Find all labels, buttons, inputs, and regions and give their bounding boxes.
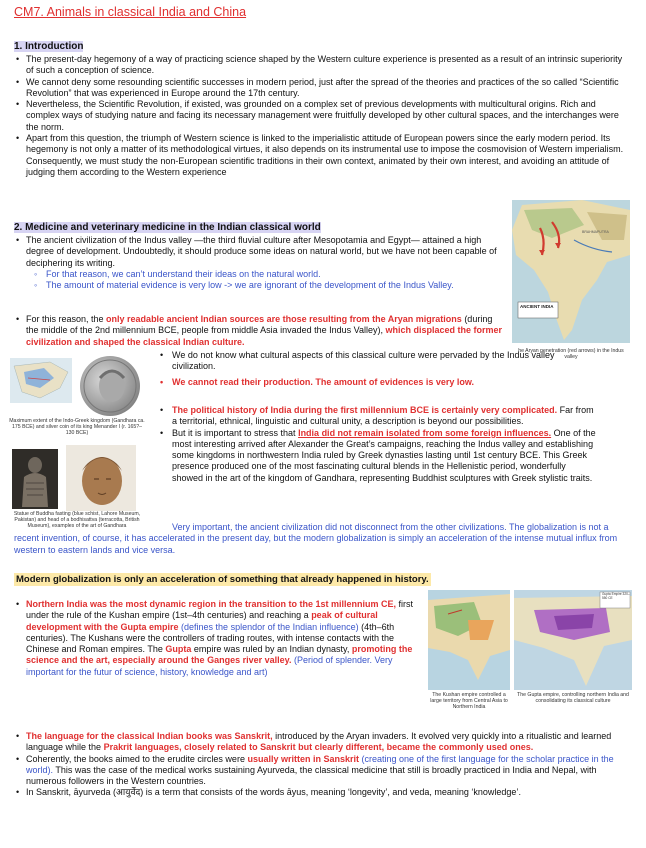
list-item: • Apart from this question, the triumph of Western science is linked to the imperialistic attitude of European powers since the early modern period. Its hegemony is not only a matter of its methodological virtues, it also depends on its instrumental use to impose the cosmovision of Western imperialism. Consequently, we must study the non-European scientific traditions in their own context, animated by their own interest, and avoiding an attitude of judging them according to the Western experience bbox=[14, 133, 624, 178]
emphasis-text: usually written in Sanskrit bbox=[247, 753, 359, 764]
section-2-aryan-item bbox=[14, 314, 504, 348]
indo-greek-map-icon bbox=[10, 358, 72, 403]
list-item bbox=[14, 314, 504, 348]
text: But it is important to stress that bbox=[172, 427, 299, 438]
text: Far from a territorial, ethnical, linguistic and cultural unity, a description is beyond our possibilities. bbox=[172, 405, 594, 427]
kushan-empire-map bbox=[428, 590, 510, 690]
gupta-map-icon bbox=[514, 590, 632, 690]
list-item: • The ancient civilization of the Indus valley —the third fluvial culture after Mesopotamia and Egypt— attained a high degree of development. Undoubtedly, it should produce some ideas on natural world, but we have not been capable of deciphering its writing. bbox=[14, 235, 502, 269]
text: empire was ruled by an Indian dynasty, bbox=[191, 644, 352, 655]
text: One of the most interesting arrived after Alexander the Great’s campaigns, reaching the Indus valley and establishing some kingdoms in northwestern India ruled by Greek dynasties lasting until 1st century BCE. This Greek presence produced one of the most fascinating cultural blends in the Hellenistic period, wonderfully showed in the art of the kingdom of Gandhara, representing Buddhist sculptures with Greek stylistic traits. bbox=[172, 427, 596, 483]
gupta-caption: The Gupta empire, controlling northern India and consolidating its classical culture bbox=[517, 692, 629, 705]
text: (during the middle of the 2nd millennium BCE, people from middle Asia invaded the Indus Valley), bbox=[26, 314, 493, 336]
list-item: • We do not know what cultural aspects of this classical culture were pervaded by the Indus valley civilization. bbox=[158, 350, 588, 373]
list-item bbox=[14, 731, 634, 754]
gupta-empire-map bbox=[514, 590, 632, 690]
list-item bbox=[14, 599, 414, 678]
note-text: (Period of splender. Very important for the futur of science, history, knowledge and art) bbox=[26, 655, 393, 677]
ancient-india-map bbox=[512, 200, 630, 343]
section-1-list bbox=[14, 54, 624, 178]
page-title: CM7. Animals in classical India and China bbox=[14, 5, 247, 19]
list-item: • The present-day hegemony of a way of practicing science shaped by the Western culture experience is presented as a result of an intrinsic superiority of such a conception of science. bbox=[14, 54, 624, 77]
text: (4th–6th centuries). The Kushans were the controllers of trading routes, with intense contacts with the Chinese and Roman empires. The bbox=[26, 621, 395, 655]
emphasis-text: which displaced the former civilization and shaped the classical Indian culture. bbox=[26, 325, 503, 347]
section-2-column-list bbox=[158, 350, 588, 388]
text: first under the rule of the Kushan empire (1st–4th centuries) and reaching a bbox=[26, 599, 414, 621]
section-2-heading bbox=[14, 222, 321, 233]
map-caption: he Aryan penetration (red arrows) in the Indus valley bbox=[518, 348, 624, 361]
coin-caption: Maximum extent of the Indo-Greek kingdom (Gandhara ca. 175 BCE) and silver coin of its king Menander I (r. 165?–130 BCE) bbox=[9, 418, 145, 437]
emphasis-text: India did not remain isolated from some foreign influences. bbox=[298, 427, 552, 438]
kushan-caption: The Kushan empire controlled a large territory from Central Asia to Northern India bbox=[430, 692, 508, 711]
section-3-heading-text: Modern globalization is only an acceleration of something that already happened in history. bbox=[16, 574, 429, 585]
coin-portrait-icon bbox=[80, 356, 140, 416]
buddha-statue-icon bbox=[12, 449, 58, 509]
list-item: • Nevertheless, the Scientific Revolution, if existed, was grounded on a complex set of previous developments with multicultural origins. Rich and complex ways of studying nature and facing its necessary management were fruitfully developed by other cultural spaces, and the interchanges were the norm. bbox=[14, 99, 624, 133]
text: For this reason, the bbox=[26, 314, 107, 324]
emphasis-text: Gupta bbox=[165, 644, 192, 655]
list-item bbox=[158, 405, 598, 428]
text: Coherently, the books aimed to the erudite circles were bbox=[26, 753, 248, 764]
map-legend-title: ANCIENT INDIA bbox=[520, 304, 554, 309]
note-text: (creating one of the first language for the scholar practice in the world). bbox=[26, 753, 614, 775]
section-2-political-list bbox=[158, 405, 598, 484]
globalization-note: Very important, the ancient civilization did not disconnect from the other civilizations. The globalization is not a recent invention, of course, it has accelerated in the present day, but the modern globalization is simply an acceleration of the intense mutual influx from western to eastern lands and vice versa. bbox=[14, 522, 618, 555]
buddha-statue bbox=[12, 449, 58, 509]
emphasis-text: promoting the science and the art, especially around the Ganges river valley. bbox=[26, 644, 413, 666]
section-2-list bbox=[14, 235, 502, 291]
section-1-heading-text: 1. Introduction bbox=[14, 41, 84, 52]
bodhisattva-head bbox=[66, 445, 136, 511]
gupta-map-title: Gupta Empire 320–550 CE bbox=[602, 592, 630, 600]
emphasis-text: Prakrit languages, closely related to Sanskrit but clearly different, became the commonly used ones. bbox=[103, 742, 534, 753]
emphasis-text: Northern India was the most dynamic region in the transition to the 1st millennium CE, bbox=[26, 599, 397, 609]
section-2-heading-text: 2. Medicine and veterinary medicine in the Indian classical world bbox=[14, 222, 321, 233]
section-3-heading bbox=[14, 574, 431, 585]
emphasis-text: only readable ancient Indian sources are those resulting from the Aryan migrations bbox=[106, 314, 462, 324]
sub-list-item: ◦ The amount of material evidence is very low -> we are ignorant of the development of the Indus Valley. bbox=[34, 280, 502, 291]
emphasis-text: The political history of India during the first millennium BCE is certainly very complicated. bbox=[172, 405, 558, 415]
list-item bbox=[14, 754, 634, 788]
emphasis-text: peak of cultural development with the Gupta empire bbox=[26, 610, 378, 632]
list-item: • In Sanskrit, āyurveda (आयुर्वेद) is a term that consists of the words āyus, meaning ‘longevity’, and veda, meaning ‘knowledge’. bbox=[14, 787, 634, 798]
text: introduced by the Aryan invaders. It evolved very quickly into a ritualistic and learned language while the bbox=[26, 731, 612, 753]
list-item bbox=[158, 428, 598, 484]
indo-greek-map bbox=[10, 358, 72, 403]
emphasis-text: The language for the classical Indian books was Sanskrit, bbox=[26, 731, 273, 741]
note-text: (defines the splendor of the Indian influence) bbox=[178, 621, 359, 632]
text: This was the case of the medical works sustaining Ayurveda, the classical medicine that still is broadly practiced in India and Nepal, with numerous followers in the Western countries. bbox=[26, 764, 597, 787]
section-3-list bbox=[14, 599, 414, 678]
map-river-label: BRAHMAPUTRA bbox=[582, 230, 609, 234]
section-1-heading bbox=[14, 41, 83, 52]
list-item: • We cannot deny some resounding scientific successes in modern period, just after the spread of the theories and practices of the so called “Scientific Revolution” that was experienced in Europe around the 17th century. bbox=[14, 77, 624, 100]
kushan-map-icon bbox=[428, 590, 510, 690]
india-map-icon bbox=[512, 200, 630, 343]
menander-coin bbox=[80, 356, 140, 416]
statue-caption: Statue of Buddha fasting (blue schist, Lahore Museum, Pakistan) and head of a bodhisattva (terracotta, British Museum), examples of the art of Gandhara bbox=[13, 511, 141, 530]
section-4-list bbox=[14, 731, 634, 799]
list-item: • We cannot read their production. The amount of evidences is very low. bbox=[158, 377, 588, 388]
bodhisattva-head-icon bbox=[66, 445, 136, 511]
sub-list-item: ◦ For that reason, we can’t understand their ideas on the natural world. bbox=[34, 269, 502, 280]
